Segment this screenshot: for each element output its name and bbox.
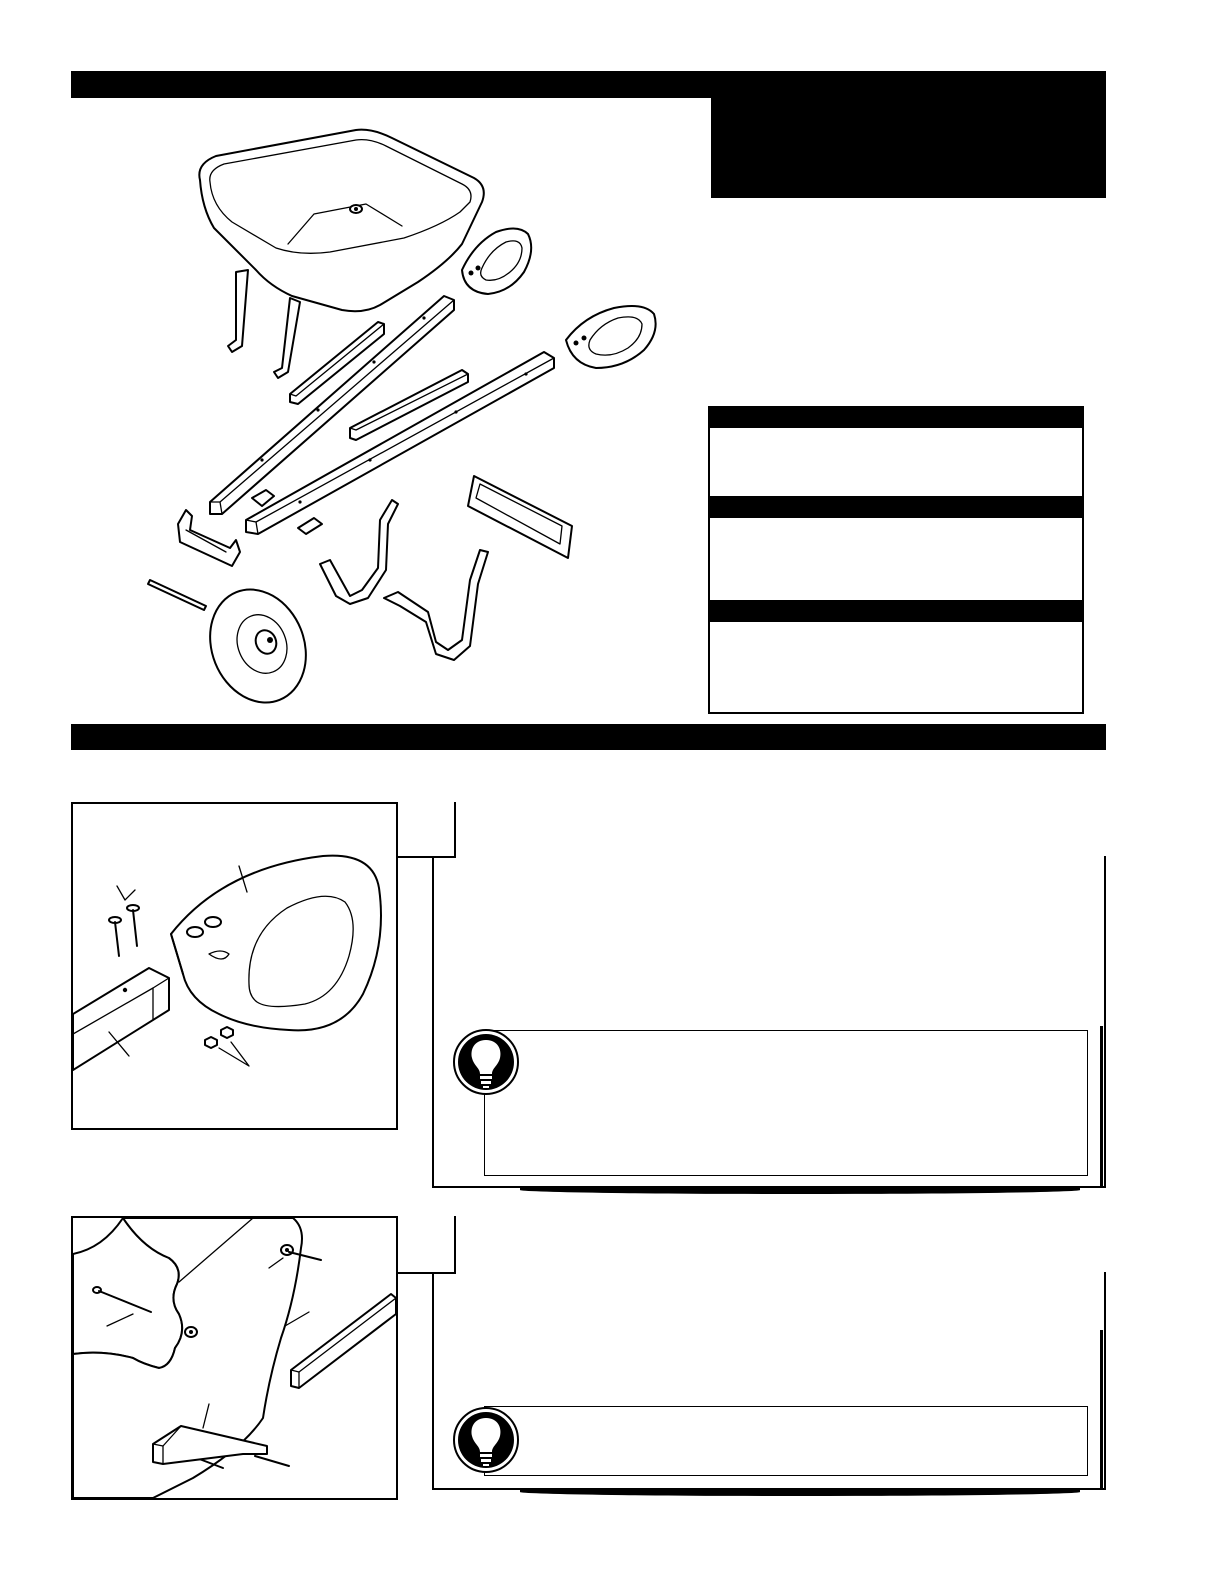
- step-1-figure: [71, 802, 398, 1130]
- parts-panel-heading-1: [708, 406, 1084, 428]
- handle-grip-icon: [171, 856, 381, 1031]
- axle-icon: [148, 580, 206, 610]
- handle-icon: [73, 968, 169, 1070]
- step-2-tip-shadow: [1100, 1330, 1103, 1490]
- step-1-shadow: [520, 1186, 1080, 1194]
- assembly-bar: [71, 724, 1106, 750]
- step-1-callout-tab: [398, 802, 456, 858]
- parts-panel-body-3: [718, 626, 1074, 708]
- step-1-tip-shadow: [1100, 1026, 1103, 1188]
- leg-icon: [228, 270, 300, 378]
- lightbulb-icon: [452, 1406, 520, 1474]
- bracket-icon: [468, 476, 572, 558]
- parts-panel-body-1: [718, 432, 1074, 494]
- parts-panel-heading-2: [708, 496, 1084, 518]
- step-2-shadow: [520, 1488, 1080, 1496]
- step-1-illustration: [73, 804, 396, 1128]
- handle-grip-icon: [566, 306, 656, 368]
- bracket-icon: [178, 510, 240, 566]
- nut-icon: [205, 1027, 249, 1066]
- step-2-figure: [71, 1216, 398, 1500]
- parts-panel-heading-3: [708, 600, 1084, 622]
- wheel-icon: [194, 575, 323, 717]
- step-2-illustration: [73, 1218, 396, 1498]
- handle-grip-icon: [462, 228, 531, 294]
- bolt-icon: [109, 886, 139, 956]
- step-2-tip-box: [484, 1406, 1088, 1476]
- lightbulb-icon: [452, 1028, 520, 1096]
- step-1-tip-box: [484, 1030, 1088, 1176]
- step-2-callout-tab: [398, 1216, 456, 1274]
- leg-icon: [320, 500, 488, 660]
- parts-panel-body-2: [718, 522, 1074, 596]
- tray-icon: [199, 130, 483, 312]
